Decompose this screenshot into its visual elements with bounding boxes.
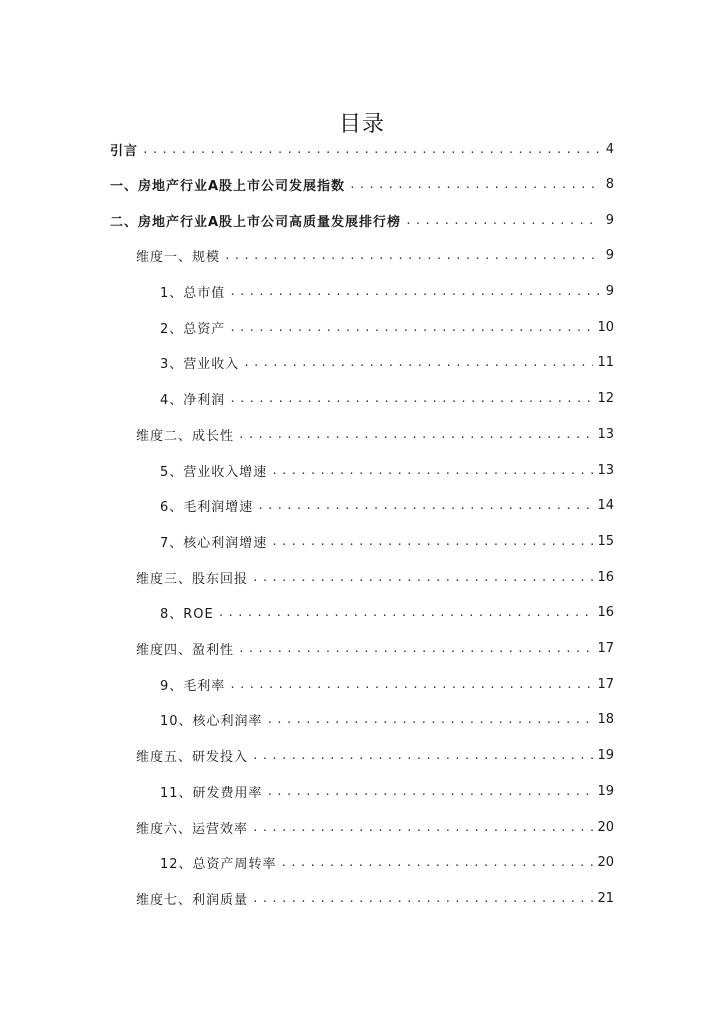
toc-entry-label: 维度七、利润质量 xyxy=(136,892,249,908)
toc-entry-page: 16 xyxy=(597,604,614,620)
toc-entry-label: 维度五、研发投入 xyxy=(136,749,249,765)
toc-entry-label: 6、毛利润增速 xyxy=(160,499,254,515)
toc-entry-page: 11 xyxy=(597,354,614,370)
toc-entry-page: 10 xyxy=(597,319,614,335)
toc-entry-label: 5、营业收入增速 xyxy=(160,464,268,480)
toc-entry-label: 维度三、股东回报 xyxy=(136,571,249,587)
toc-entry-page: 13 xyxy=(597,462,614,478)
toc-entry[interactable] xyxy=(136,744,614,766)
toc-entry-page: 21 xyxy=(597,890,614,906)
toc-entry[interactable] xyxy=(160,280,614,302)
toc-entry-label: 10、核心利润率 xyxy=(160,713,263,729)
dot-leader xyxy=(252,571,593,584)
dot-leader xyxy=(243,356,593,369)
toc-entry-label: 1、总市值 xyxy=(160,285,226,301)
toc-entry-page: 13 xyxy=(597,426,614,442)
dot-leader xyxy=(252,892,593,905)
toc-entry-page: 9 xyxy=(605,283,614,299)
toc-entry-label: 8、ROE xyxy=(160,606,214,622)
toc-entry[interactable] xyxy=(136,423,614,445)
dot-leader xyxy=(224,249,600,262)
toc-entry-label: 2、总资产 xyxy=(160,321,226,337)
toc-entry[interactable] xyxy=(110,138,614,160)
toc-entry[interactable] xyxy=(160,494,614,516)
toc-entry-label: 4、净利润 xyxy=(160,392,226,408)
toc-entry-label: 二、房地产行业A股上市公司高质量发展排行榜 xyxy=(110,214,402,230)
toc-entry-label: 维度四、盈利性 xyxy=(136,642,235,658)
toc-entry[interactable] xyxy=(160,601,614,623)
dot-leader xyxy=(229,678,593,691)
dot-leader xyxy=(229,321,593,334)
toc-entry-page: 4 xyxy=(605,141,614,157)
dot-leader xyxy=(349,178,600,191)
toc-entry[interactable] xyxy=(160,351,614,373)
toc-entry-label: 11、研发费用率 xyxy=(160,785,263,801)
dot-leader xyxy=(218,606,594,619)
toc-entry[interactable] xyxy=(110,173,614,195)
toc-entry[interactable] xyxy=(136,244,614,266)
toc-entry-label: 7、核心利润增速 xyxy=(160,535,268,551)
toc-entry[interactable] xyxy=(160,673,614,695)
toc-entry-page: 19 xyxy=(597,783,614,799)
dot-leader xyxy=(238,428,593,441)
dot-leader xyxy=(271,535,593,548)
toc-entry-page: 15 xyxy=(597,533,614,549)
toc-entry-page: 8 xyxy=(605,176,614,192)
toc-entry-label: 维度一、规模 xyxy=(136,249,221,265)
toc-entry-page: 18 xyxy=(597,711,614,727)
dot-leader xyxy=(238,642,593,655)
toc-entry[interactable] xyxy=(160,851,614,873)
toc-entry-label: 一、房地产行业A股上市公司发展指数 xyxy=(110,178,346,194)
dot-leader xyxy=(229,285,600,298)
toc-entry-page: 14 xyxy=(597,497,614,513)
dot-leader xyxy=(405,214,600,227)
toc-entry[interactable] xyxy=(136,816,614,838)
dot-leader xyxy=(271,464,593,477)
dot-leader xyxy=(281,856,594,869)
dot-leader xyxy=(229,392,593,405)
toc-entry[interactable] xyxy=(160,708,614,730)
toc-entry[interactable] xyxy=(136,566,614,588)
dot-leader xyxy=(267,785,594,798)
toc-entry-page: 19 xyxy=(597,747,614,763)
toc-entry[interactable] xyxy=(110,209,614,231)
toc-entry[interactable] xyxy=(160,780,614,802)
toc-entry-label: 维度二、成长性 xyxy=(136,428,235,444)
toc-entry[interactable] xyxy=(136,637,614,659)
toc-entry[interactable] xyxy=(160,387,614,409)
dot-leader xyxy=(257,499,593,512)
toc-entry-page: 12 xyxy=(597,390,614,406)
toc-entry[interactable] xyxy=(160,316,614,338)
toc-entry-page: 9 xyxy=(605,212,614,228)
toc-entry-label: 维度六、运营效率 xyxy=(136,821,249,837)
toc-entry[interactable] xyxy=(160,530,614,552)
toc-entry-label: 3、营业收入 xyxy=(160,356,240,372)
toc-entry-label: 引言 xyxy=(110,143,139,159)
toc-entry-label: 12、总资产周转率 xyxy=(160,856,277,872)
toc-entry-page: 16 xyxy=(597,569,614,585)
dot-leader xyxy=(142,143,600,156)
toc-entry-page: 20 xyxy=(597,819,614,835)
toc-entry-page: 9 xyxy=(605,247,614,263)
toc-entry-page: 17 xyxy=(597,676,614,692)
toc-entry[interactable] xyxy=(160,459,614,481)
toc-entry-page: 17 xyxy=(597,640,614,656)
toc-entry-label: 9、毛利率 xyxy=(160,678,226,694)
dot-leader xyxy=(267,713,594,726)
toc-entry[interactable] xyxy=(136,887,614,909)
dot-leader xyxy=(252,821,593,834)
toc-title: 目录 xyxy=(338,111,385,137)
dot-leader xyxy=(252,749,593,762)
toc-entry-page: 20 xyxy=(597,854,614,870)
